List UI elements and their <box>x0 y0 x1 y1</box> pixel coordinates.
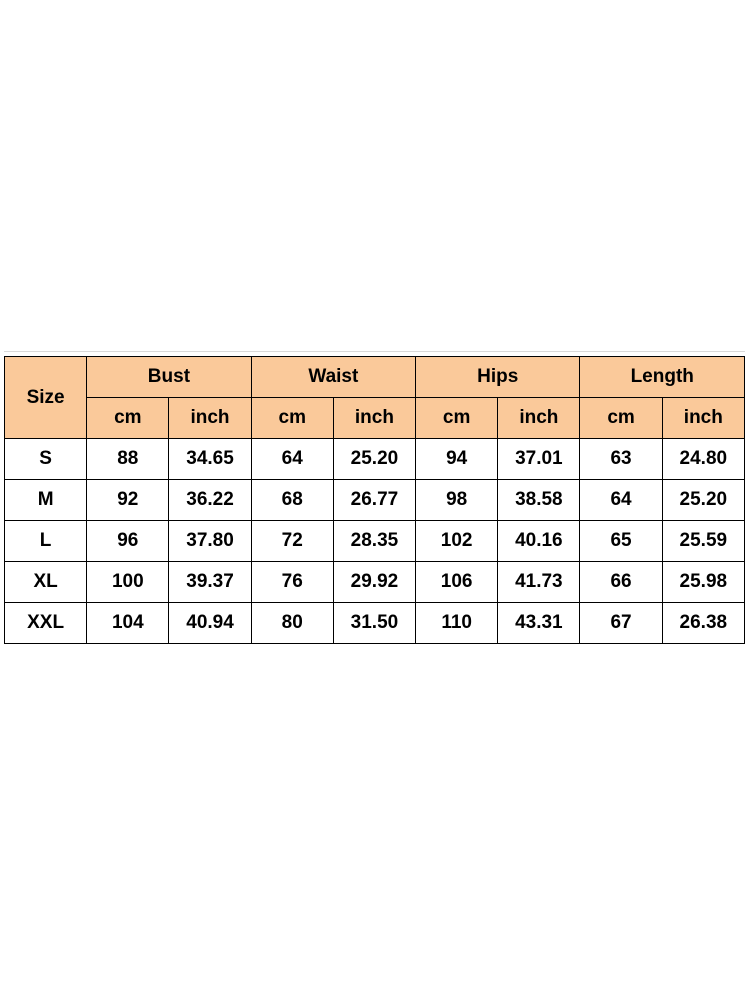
size-chart-table <box>4 356 745 644</box>
hips-cm-cell: 110 <box>416 603 498 644</box>
hips-cm-cell: 98 <box>416 480 498 521</box>
hips-inch-cell: 40.16 <box>498 521 580 562</box>
header-row-groups <box>5 357 745 398</box>
size-cell: L <box>5 521 87 562</box>
bust-inch-cell: 37.80 <box>169 521 251 562</box>
length-inch-cell: 25.59 <box>662 521 744 562</box>
length-inch-cell: 26.38 <box>662 603 744 644</box>
header-unit-cm: cm <box>251 398 333 439</box>
header-unit-inch: inch <box>498 398 580 439</box>
bust-cm-cell: 92 <box>87 480 169 521</box>
waist-inch-cell: 31.50 <box>333 603 415 644</box>
size-cell: XXL <box>5 603 87 644</box>
table-row <box>5 562 745 603</box>
hips-inch-cell: 41.73 <box>498 562 580 603</box>
table-row <box>5 603 745 644</box>
header-size: Size <box>5 357 87 439</box>
header-unit-cm: cm <box>580 398 662 439</box>
table-row <box>5 521 745 562</box>
header-unit-inch: inch <box>169 398 251 439</box>
hips-cm-cell: 94 <box>416 439 498 480</box>
table-row <box>5 480 745 521</box>
hips-inch-cell: 37.01 <box>498 439 580 480</box>
header-unit-inch: inch <box>662 398 744 439</box>
bust-cm-cell: 96 <box>87 521 169 562</box>
size-cell: S <box>5 439 87 480</box>
hips-cm-cell: 102 <box>416 521 498 562</box>
waist-inch-cell: 26.77 <box>333 480 415 521</box>
size-cell: M <box>5 480 87 521</box>
header-unit-cm: cm <box>87 398 169 439</box>
bust-cm-cell: 88 <box>87 439 169 480</box>
waist-cm-cell: 76 <box>251 562 333 603</box>
hips-inch-cell: 43.31 <box>498 603 580 644</box>
table-body <box>5 439 745 644</box>
length-inch-cell: 25.20 <box>662 480 744 521</box>
header-unit-cm: cm <box>416 398 498 439</box>
table-header <box>5 357 745 439</box>
length-cm-cell: 64 <box>580 480 662 521</box>
table-row <box>5 439 745 480</box>
header-bust: Bust <box>87 357 251 398</box>
header-waist: Waist <box>251 357 415 398</box>
waist-cm-cell: 72 <box>251 521 333 562</box>
header-unit-inch: inch <box>333 398 415 439</box>
bust-inch-cell: 36.22 <box>169 480 251 521</box>
waist-inch-cell: 25.20 <box>333 439 415 480</box>
length-cm-cell: 63 <box>580 439 662 480</box>
waist-inch-cell: 29.92 <box>333 562 415 603</box>
top-divider <box>4 351 745 352</box>
waist-cm-cell: 80 <box>251 603 333 644</box>
size-cell: XL <box>5 562 87 603</box>
bust-inch-cell: 40.94 <box>169 603 251 644</box>
length-cm-cell: 67 <box>580 603 662 644</box>
bust-inch-cell: 34.65 <box>169 439 251 480</box>
hips-inch-cell: 38.58 <box>498 480 580 521</box>
header-hips: Hips <box>416 357 580 398</box>
bust-cm-cell: 104 <box>87 603 169 644</box>
length-inch-cell: 25.98 <box>662 562 744 603</box>
waist-inch-cell: 28.35 <box>333 521 415 562</box>
waist-cm-cell: 68 <box>251 480 333 521</box>
bust-cm-cell: 100 <box>87 562 169 603</box>
length-cm-cell: 66 <box>580 562 662 603</box>
header-length: Length <box>580 357 745 398</box>
length-inch-cell: 24.80 <box>662 439 744 480</box>
hips-cm-cell: 106 <box>416 562 498 603</box>
header-row-units <box>5 398 745 439</box>
length-cm-cell: 65 <box>580 521 662 562</box>
waist-cm-cell: 64 <box>251 439 333 480</box>
bust-inch-cell: 39.37 <box>169 562 251 603</box>
